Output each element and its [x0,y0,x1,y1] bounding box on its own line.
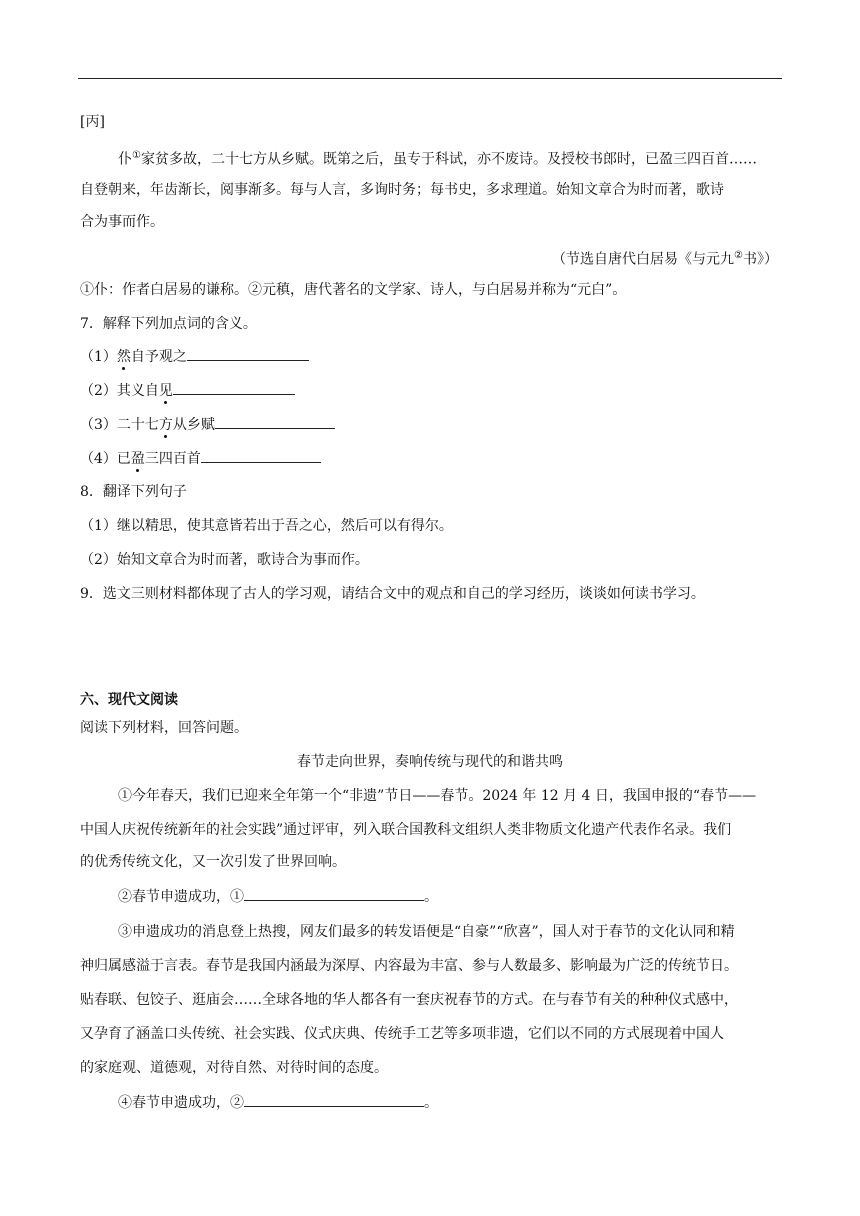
article-para-4 [118,1092,438,1113]
article-para-3-line-2: 神归属感溢于言表。春节是我国内涵最为深厚、内容最为丰富、参与人数最多、影响最为广泛的传统节日。 [80,958,738,974]
dotted-char: 盈 [130,451,145,467]
item-text: （2）其义自 [80,383,159,399]
article-para-1-line-3: 的优秀传统文化，又一次引发了世界回响。 [80,854,346,870]
item-text: （4）已 [80,451,131,467]
item-text: 三四百首 [144,451,201,467]
answer-blank[interactable] [173,380,295,395]
header-rule [78,78,782,79]
dotted-char: 然 [116,349,131,365]
article-para-2 [118,886,438,907]
question-8-title: 8．翻译下列句子 [80,484,187,500]
passage-text: 仆 [118,151,132,168]
article-para-3-line-1: ③申遗成功的消息登上热搜，网友们最多的转发语便是“自豪”“欣喜”，国人对于春节的文化认同和精 [118,924,735,940]
para-text: ②春节申遗成功，① [118,889,244,905]
passage-line-1 [118,146,757,170]
item-text: （1） [80,349,117,365]
question-7-title: 7．解释下列加点词的含义。 [80,316,257,332]
answer-blank[interactable] [215,414,335,429]
question-8-sentence-2: （2）始知文章合为时而著，歌诗合为事而作。 [80,552,369,568]
article-para-1-line-2: 中国人庆祝传统新年的社会实践”通过评审，列入联合国教科文组织人类非物质文化遗产代表作名录。我们 [80,822,732,838]
passage-source [552,246,778,270]
article-para-1-line-1: ①今年春天，我们已迎来全年第一个“非遗”节日——春节。2024 年 12 月 4 日，我国申报的“春节—— [118,788,757,804]
article-title: 春节走向世界，奏响传统与现代的和谐共鸣 [297,754,563,770]
item-text: 自予观之 [130,349,187,365]
question-8-sentence-1: （1）继以精思，使其意皆若出于吾之心，然后可以有得尔。 [80,518,453,534]
passage-text: 家贫多故，二十七方从乡赋。既第之后，虽专于科试，亦不废诗。及授校书郎时，已盈三四百首…… [140,151,757,168]
dotted-char: 方 [158,417,173,433]
passage-line-3: 合为事而作。 [80,214,164,230]
section-heading: 六、现代文阅读 [80,692,178,708]
note-marker: ② [734,250,743,261]
answer-blank[interactable] [187,346,309,361]
item-text: 从乡赋 [172,417,215,433]
passage-notes: ①仆：作者白居易的谦称。②元稹，唐代著名的文学家、诗人，与白居易并称为“元白”。 [80,282,627,298]
question-7-item-3 [80,414,335,435]
answer-blank[interactable] [244,886,424,901]
question-7-item-4 [80,448,321,469]
source-text: 书》） [743,251,778,268]
answer-blank[interactable] [244,1092,424,1107]
question-7-item-1 [80,346,309,367]
source-text: （节选自唐代白居易《与元九 [552,251,735,268]
dotted-char: 见 [158,383,173,399]
answer-blank[interactable] [201,448,321,463]
passage-label: [丙] [80,114,105,130]
para-text: ④春节申遗成功，② [118,1095,244,1111]
article-para-3-line-4: 又孕育了涵盖口头传统、社会实践、仪式庆典、传统手工艺等多项非遗，它们以不同的方式展现着中国人 [80,1026,724,1042]
section-instruction: 阅读下列材料，回答问题。 [80,720,248,736]
passage-line-2: 自登朝来，年齿渐长，阅事渐多。每与人言，多询时务；每书史，多求理道。始知文章合为时而著，歌诗 [80,182,724,198]
article-para-3-line-5: 的家庭观、道德观，对待自然、对待时间的态度。 [80,1060,388,1076]
question-9-title: 9．选文三则材料都体现了古人的学习观，请结合文中的观点和自己的学习经历，谈谈如何读书学习。 [80,586,705,602]
para-text: 。 [424,1095,438,1111]
question-7-item-2 [80,380,295,401]
item-text: （3）二十七 [80,417,159,433]
note-marker: ① [132,150,141,161]
article-para-3-line-3: 贴春联、包饺子、逛庙会……全球各地的华人都各有一套庆祝春节的方式。在与春节有关的种种仪式感中， [80,992,738,1008]
para-text: 。 [424,889,438,905]
